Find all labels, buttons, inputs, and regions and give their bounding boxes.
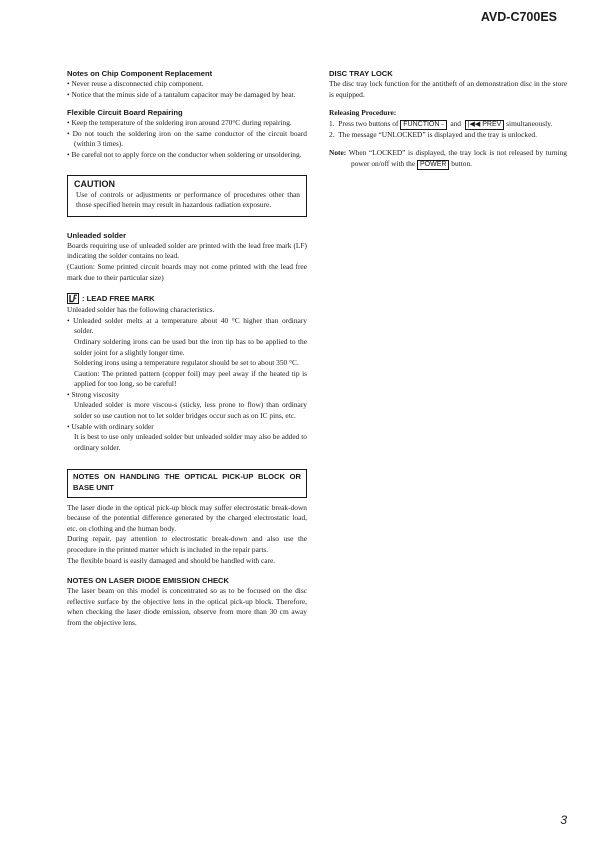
lead-free-intro: Unleaded solder has the following characteristics. [67,305,215,315]
lead-free-heading: : LEAD FREE MARK [82,294,155,304]
section-lead-free-mark [67,293,307,453]
procedure-step: 1. Press two buttons of FUNCTION – and |◀◀ PREV simultaneously. [329,118,553,128]
minus-sign-icon: – [439,121,444,128]
lead-free-bullet: • Unleaded solder melts at a temperature about 40 °C higher than ordinary solder. [67,315,307,336]
caution-box [67,175,307,217]
lead-free-detail: Ordinary soldering irons can be used but the iron tip has to be applied to the solder joint for a slightly longer time. [74,336,307,357]
unleaded-heading: Unleaded solder [67,230,127,240]
prev-key-label: |◀◀ PREV [465,120,505,130]
right-column [329,69,567,170]
releasing-procedure-heading: Releasing Procedure: [329,108,397,118]
caution-title: CAUTION [74,178,115,189]
section-chip-component [67,69,307,100]
lead-free-logo-icon [67,293,79,304]
unleaded-caution-paragraph: (Caution: Some printed circuit boards may not come printed with the lead free mark due to their particular size) [67,261,307,282]
optical-paragraph: The flexible board is easily damaged and should be handled with care. [67,555,276,565]
page-number: 3 [560,813,567,827]
flex-bullet: • Be careful not to apply force on the conductor when soldering or unsoldering. [67,149,302,159]
section-flexible-board [67,108,307,160]
lead-free-bullet: • Usable with ordinary solder [67,421,154,431]
chip-heading: Notes on Chip Component Replacement [67,69,213,78]
flex-bullet: • Do not touch the soldering iron on the same conductor of the circuit board (within 3 times). [67,128,307,149]
lead-free-detail: Caution: The printed pattern (copper foil) may peel away if the heated tip is applied for too long, so be careful! [74,368,307,389]
section-laser-check [67,576,307,628]
flex-bullet: • Keep the temperature of the soldering iron around 270°C during repairing. [67,118,292,128]
power-key-label: POWER [417,160,449,170]
disc-tray-note: Note: When “LOCKED” is displayed, the tray lock is not released by turning power on/off with the POWER button. [329,148,567,168]
document-model-number: AVD-C700ES [480,10,557,24]
lead-free-bullet: • Strong viscosity [67,389,120,399]
laser-heading: NOTES ON LASER DIODE EMISSION CHECK [67,576,230,586]
lead-free-detail: Unleaded solder is more viscou-s (sticky, less prone to flow) than ordinary solder so use caution not to let solder bridges occur such as on IC pins, etc. [74,400,307,421]
section-unleaded-solder [67,231,307,283]
left-column [67,69,307,629]
caution-body: Use of controls or adjustments or performance of procedures other than those specified herein may result in hazardous radiation exposure. [76,189,300,210]
optical-paragraph: During repair, pay attention to electrostatic break-down and also use the procedure in the printed matter which is included in the repair parts. [67,534,307,554]
lead-free-detail: It is best to use only unleaded solder but unleaded solder may also be added to ordinary solder. [74,432,307,452]
disc-tray-paragraph: The disc tray lock function for the antitheft of an demonstration disc in the store is equipped. [329,79,567,99]
skip-back-icon: |◀◀ [467,120,481,128]
section-optical-pickup [67,503,307,567]
chip-bullet: • Notice that the minus side of a tantalum capacitor may be damaged by heat. [67,89,296,99]
disc-tray-heading: DISC TRAY LOCK [329,69,393,78]
function-key-label: FUNCTION – [400,120,446,130]
procedure-step: 2. The message “UNLOCKED” is displayed and the tray is unlocked. [329,129,537,139]
laser-paragraph: The laser beam on this model is concentrated so as to be focused on the disc reflective surface by the objective lens in the optical pick-up block. Therefore, when checking the laser diode emission, observe from more than 30 cm away from the objective lens. [67,586,307,627]
section-disc-tray-lock [329,69,567,170]
optical-paragraph: The laser diode in the optical pick-up block may suffer electrostatic break-down because of the potential difference generated by the charged electrostatic load, etc. on clothing and the human body. [67,502,307,533]
lead-free-detail: Soldering irons using a temperature regulator should be set to about 350 °C. [74,358,299,368]
optical-pickup-heading-box: NOTES ON HANDLING THE OPTICAL PICK-UP BLOCK OR BASE UNIT [67,469,307,497]
flex-heading: Flexible Circuit Board Repairing [67,108,183,118]
unleaded-paragraph: Boards requiring use of unleaded solder are printed with the lead free mark (LF) indicating the solder contains no lead. [67,240,307,261]
chip-bullet: • Never reuse a disconnected chip component. [67,79,204,88]
